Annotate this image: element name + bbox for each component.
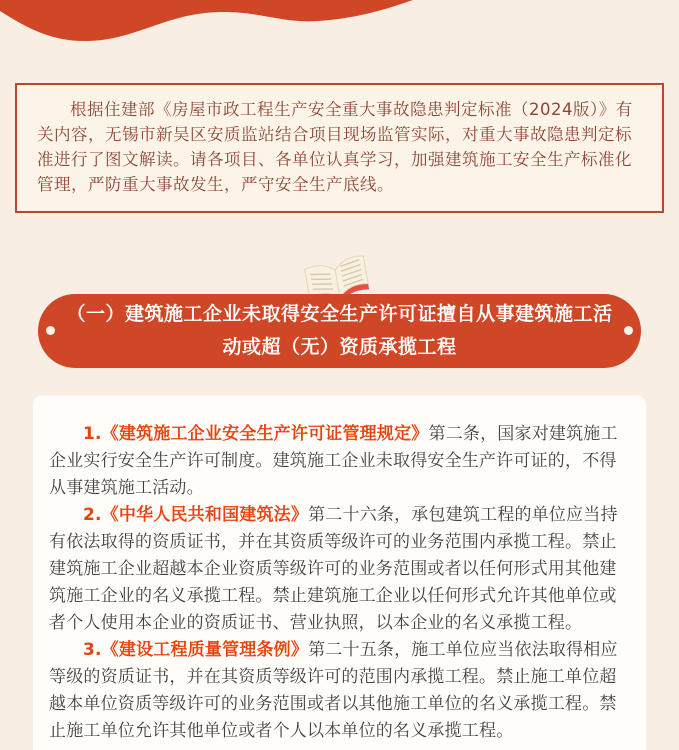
section-title-line1: （一）建筑施工企业未取得安全生产许可证擅自从事建筑施工活: [66, 303, 613, 325]
law-reference-3: 3.《建设工程质量管理条例》: [83, 640, 309, 660]
regulation-paragraph: [49, 502, 633, 637]
regulation-paragraph: [49, 421, 633, 502]
intro-text: 根据住建部《房屋市政工程生产安全重大事故隐患判定标准（2024版）》有关内容，无锡市新吴区安质监站结合项目现场监管实际，对重大事故隐患判定标准进行了图文解读。请各项目、各单位认真学习，加强建筑施工安全生产标准化管理，严防重大事故发生，严守安全生产底线。: [37, 100, 633, 194]
section-title-line2: 动或超（无）资质承揽工程: [222, 336, 457, 358]
law-reference-2: 2.《中华人民共和国建筑法》: [83, 505, 309, 525]
intro-box: [15, 83, 664, 213]
law-reference-1: 1.《建筑施工企业安全生产许可证管理规定》: [83, 424, 429, 444]
law-body-1: 第二条，国家对建筑施工企业实行安全生产许可制度。建筑施工企业未取得安全生产许可证的，不得从事建筑施工活动。: [49, 424, 618, 498]
law-body-3: 第二十五条，施工单位应当依法取得相应等级的资质证书，并在其资质等级许可的范围内承揽工程。禁止施工单位超越本单位资质等级许可的业务范围或者以其他施工单位的名义承揽工程。禁止施工单位允许其他单位或者个人以本单位的名义承揽工程。: [49, 640, 618, 741]
banner-dot-right: [624, 326, 633, 335]
content-panel: [33, 395, 646, 750]
section-title: [66, 298, 612, 364]
section-banner: [38, 294, 641, 368]
banner-dot-left: [46, 326, 55, 335]
law-body-2: 第二十六条，承包建筑工程的单位应当持有依法取得的资质证书，并在其资质等级许可的业务范围内承揽工程。禁止建筑施工企业超越本企业资质等级许可的业务范围或者以任何形式用其他建筑施工企业的名义承揽工程。禁止建筑施工企业以任何形式允许其他单位或者个人使用本企业的资质证书、营业执照，以本企业的名义承揽工程。: [49, 505, 618, 633]
top-wave-decoration: [0, 0, 679, 50]
regulation-paragraph: [49, 637, 633, 745]
